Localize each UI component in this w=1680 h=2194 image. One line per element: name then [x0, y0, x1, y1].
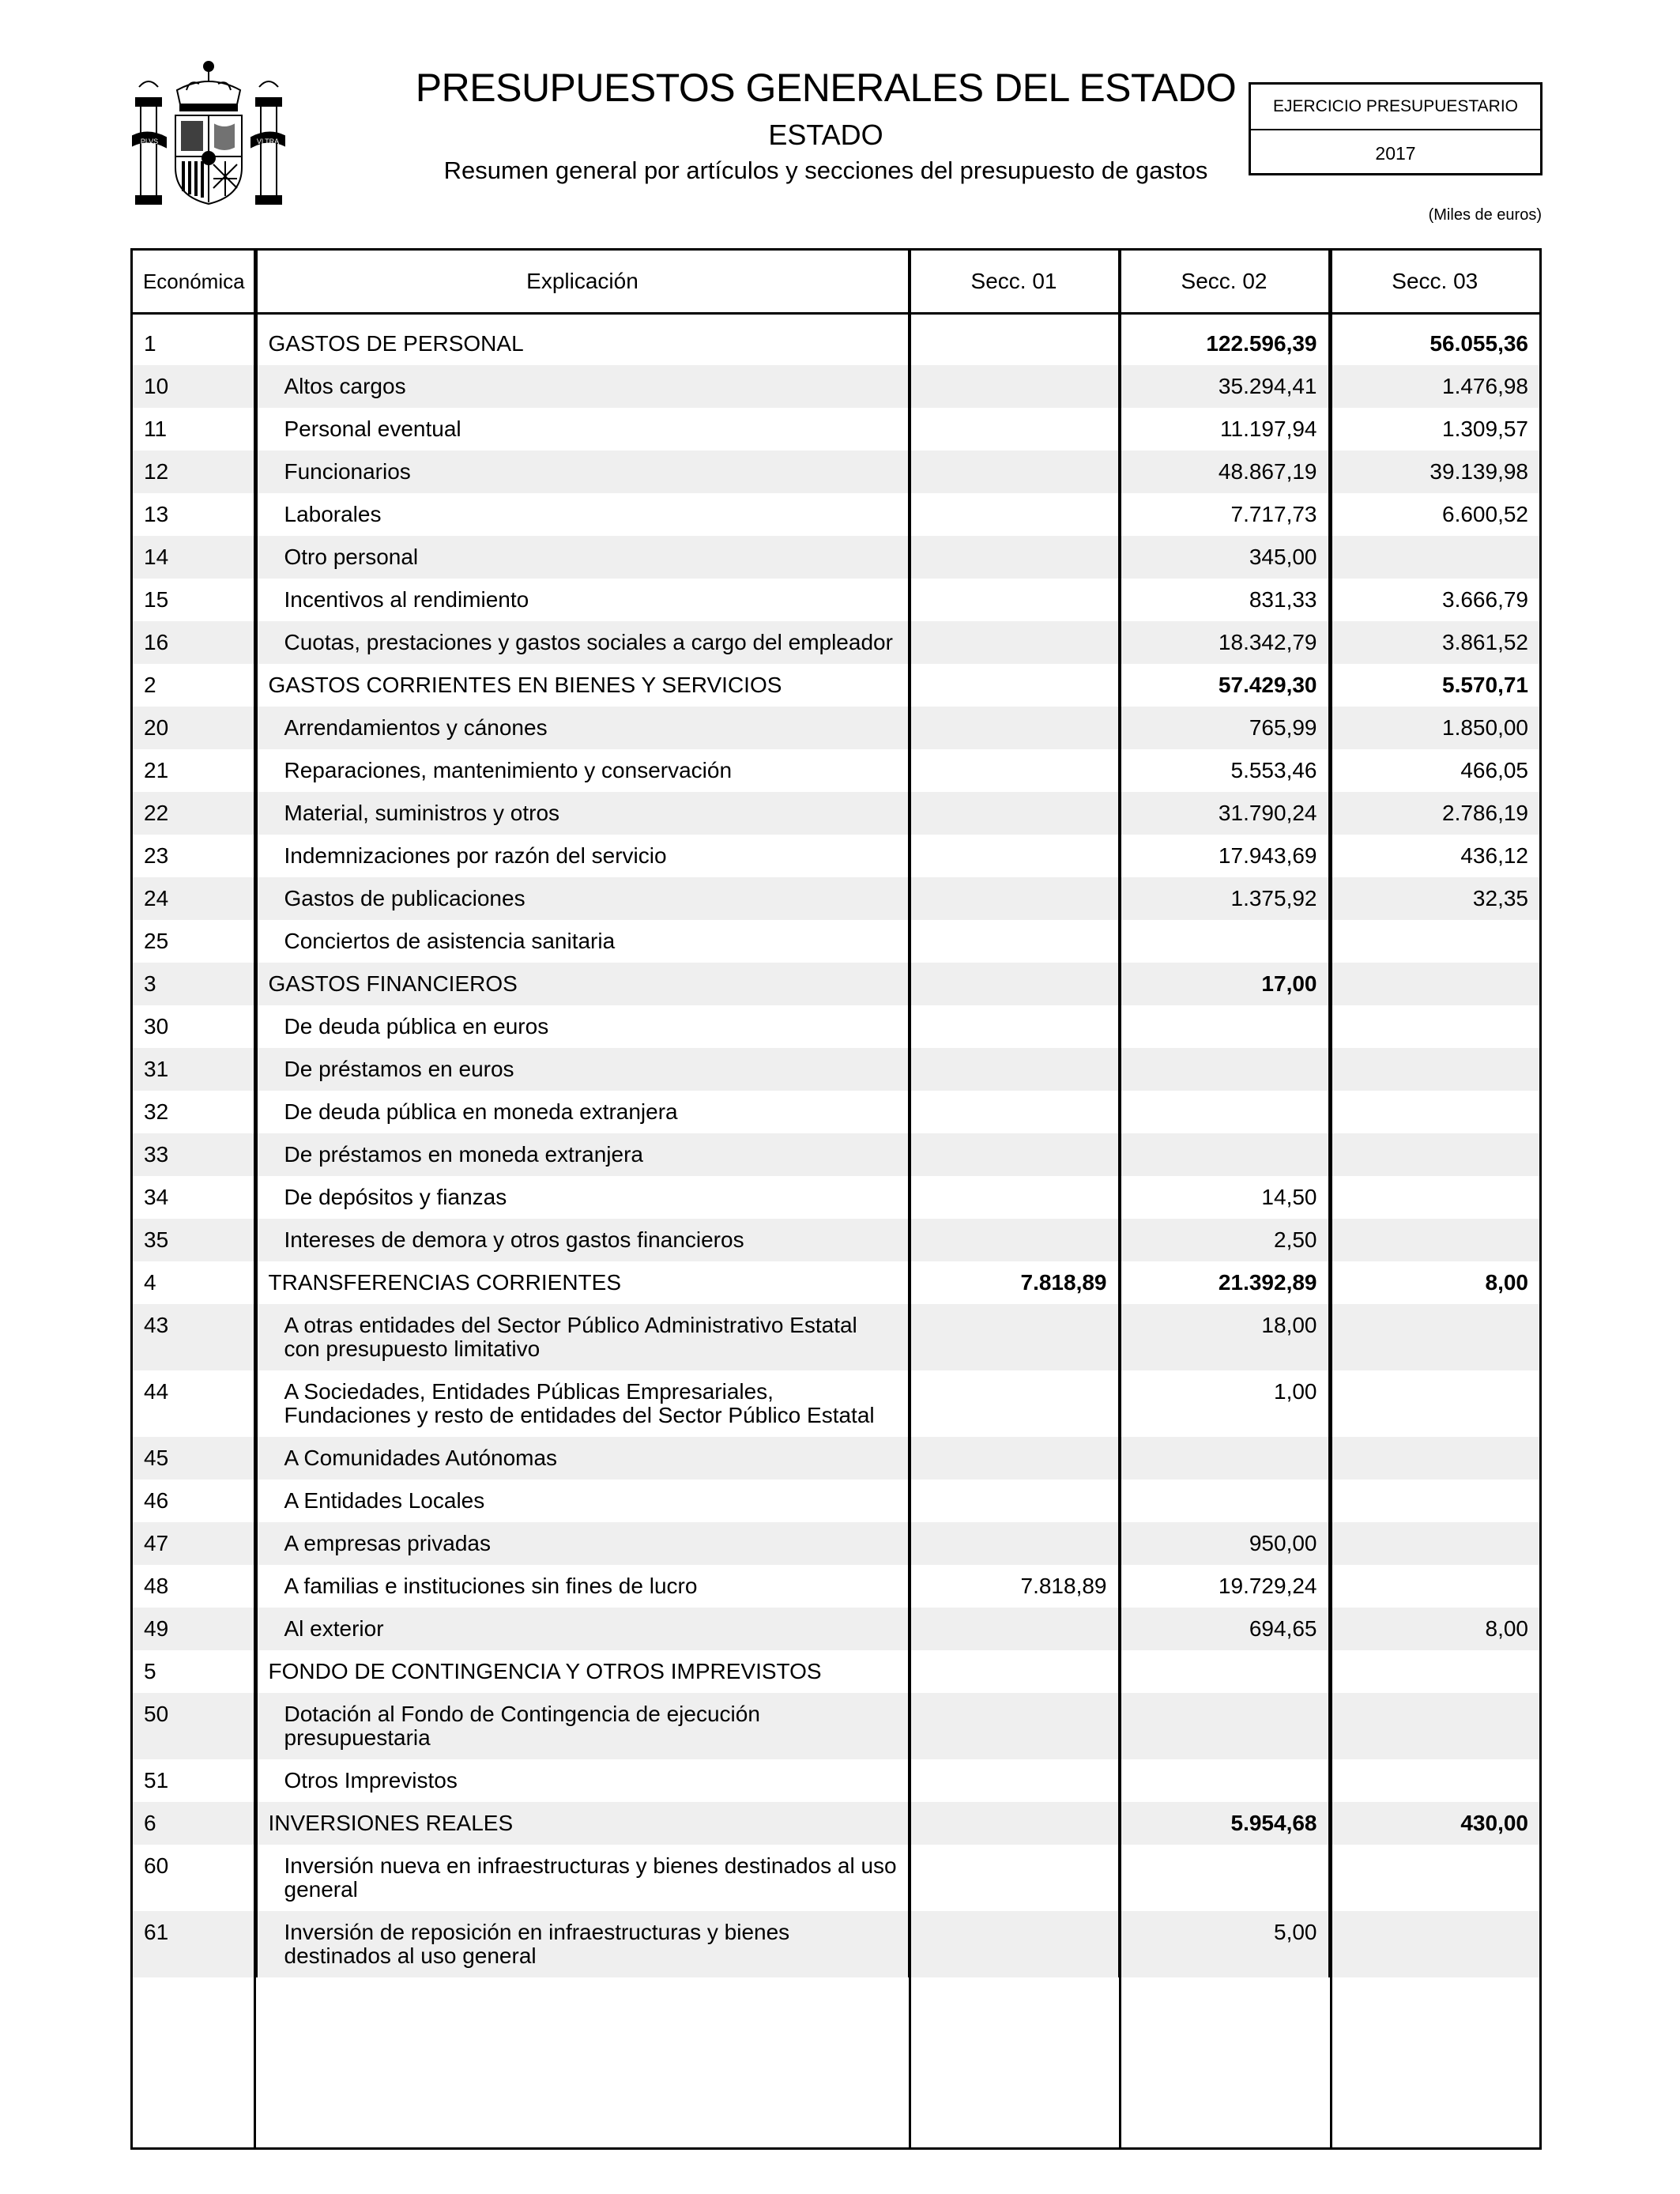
cell-explicacion: Dotación al Fondo de Contingencia de ejecución presupuestaria [256, 1693, 909, 1759]
motto-left: PLVS [140, 138, 159, 145]
cell-explicacion: GASTOS FINANCIEROS [256, 963, 909, 1005]
cell-secc-01 [909, 749, 1119, 792]
cell-secc-02 [1119, 1133, 1329, 1176]
article-row [133, 792, 1539, 835]
cell-secc-01 [909, 1219, 1119, 1261]
cell-secc-01 [909, 1437, 1119, 1480]
cell-explicacion: Conciertos de asistencia sanitaria [256, 920, 909, 963]
article-row [133, 365, 1539, 408]
cell-explicacion: Funcionarios [256, 450, 909, 493]
cell-code: 46 [144, 1488, 169, 1513]
fiscal-year-box [1249, 82, 1543, 175]
cell-secc-03: 32,35 [1329, 877, 1539, 920]
cell-code: 4 [144, 1270, 156, 1295]
cell-secc-01 [909, 963, 1119, 1005]
cell-secc-02 [1119, 920, 1329, 963]
cell-explicacion: INVERSIONES REALES [256, 1802, 909, 1845]
cell-explicacion: Laborales [256, 493, 909, 536]
article-row [133, 579, 1539, 621]
chapter-row [133, 664, 1539, 707]
cell-code: 2 [144, 673, 156, 697]
cell-explicacion: Inversión de reposición en infraestructuras y bienes destinados al uso general [256, 1911, 909, 1977]
cell-secc-02: 31.790,24 [1119, 792, 1329, 835]
cell-secc-01 [909, 1304, 1119, 1370]
cell-secc-02: 694,65 [1119, 1608, 1329, 1650]
cell-secc-02 [1119, 1437, 1329, 1480]
article-row [133, 1091, 1539, 1133]
cell-secc-02: 17.943,69 [1119, 835, 1329, 877]
column-header-secc-03: Secc. 03 [1329, 251, 1539, 314]
cell-secc-03: 8,00 [1329, 1608, 1539, 1650]
page-subtitle: ESTADO [768, 119, 883, 151]
cell-secc-01 [909, 664, 1119, 707]
cell-secc-01 [909, 1845, 1119, 1911]
cell-secc-02: 345,00 [1119, 536, 1329, 579]
cell-secc-02 [1119, 1759, 1329, 1802]
article-row [133, 1759, 1539, 1802]
article-row [133, 408, 1539, 450]
cell-secc-01 [909, 1650, 1119, 1693]
fiscal-year-value: 2017 [1375, 142, 1416, 164]
cell-secc-03: 430,00 [1329, 1802, 1539, 1845]
cell-secc-03 [1329, 536, 1539, 579]
cell-secc-03: 1.850,00 [1329, 707, 1539, 749]
article-row [133, 1219, 1539, 1261]
cell-code: 23 [144, 843, 169, 868]
coat-of-arms-logo [131, 49, 286, 212]
cell-secc-03 [1329, 1911, 1539, 1977]
chapter-row [133, 963, 1539, 1005]
chapter-row [133, 1802, 1539, 1845]
cell-explicacion: A empresas privadas [256, 1522, 909, 1565]
fiscal-year-label: EJERCICIO PRESUPUESTARIO [1251, 85, 1540, 130]
cell-explicacion: GASTOS DE PERSONAL [256, 322, 909, 365]
cell-code: 5 [144, 1659, 156, 1683]
cell-code: 44 [144, 1379, 169, 1404]
cell-secc-03 [1329, 1304, 1539, 1370]
cell-secc-02 [1119, 1650, 1329, 1693]
cell-secc-02: 1,00 [1119, 1370, 1329, 1437]
cell-explicacion: Otro personal [256, 536, 909, 579]
cell-explicacion: FONDO DE CONTINGENCIA Y OTROS IMPREVISTOS [256, 1650, 909, 1693]
cell-secc-03: 1.476,98 [1329, 365, 1539, 408]
cell-secc-01 [909, 1133, 1119, 1176]
cell-code: 1 [144, 331, 156, 356]
cell-secc-03: 56.055,36 [1329, 322, 1539, 365]
cell-secc-01 [909, 792, 1119, 835]
article-row [133, 1911, 1539, 1977]
cell-secc-01 [909, 1759, 1119, 1802]
cell-code: 49 [133, 1608, 256, 1650]
cell-secc-03: 3.666,79 [1329, 579, 1539, 621]
article-row [133, 1176, 1539, 1219]
cell-secc-01 [909, 877, 1119, 920]
article-row [133, 1522, 1539, 1565]
cell-explicacion: Gastos de publicaciones [256, 877, 909, 920]
cell-secc-03: 1.309,57 [1329, 408, 1539, 450]
cell-secc-02: 5.553,46 [1119, 749, 1329, 792]
cell-secc-03 [1329, 1480, 1539, 1522]
cell-secc-01: 7.818,89 [909, 1565, 1119, 1608]
table-header-row [133, 251, 1539, 314]
cell-secc-03 [1329, 1091, 1539, 1133]
cell-secc-02: 122.596,39 [1119, 322, 1329, 365]
cell-secc-02: 5,00 [1119, 1911, 1329, 1977]
cell-secc-01 [909, 1370, 1119, 1437]
cell-secc-02: 35.294,41 [1119, 365, 1329, 408]
cell-secc-03 [1329, 1219, 1539, 1261]
cell-secc-02: 14,50 [1119, 1176, 1329, 1219]
cell-code: 10 [133, 365, 256, 408]
article-row [133, 493, 1539, 536]
column-divider [254, 251, 256, 2147]
cell-explicacion: Al exterior [256, 1608, 909, 1650]
article-row [133, 1845, 1539, 1911]
cell-code: 16 [133, 621, 256, 664]
cell-secc-01 [909, 1176, 1119, 1219]
article-row [133, 621, 1539, 664]
cell-secc-02: 57.429,30 [1119, 664, 1329, 707]
cell-secc-01 [909, 493, 1119, 536]
article-row [133, 877, 1539, 920]
cell-explicacion: Arrendamientos y cánones [256, 707, 909, 749]
cell-secc-01 [909, 579, 1119, 621]
cell-code: 31 [133, 1048, 256, 1091]
cell-secc-02: 18,00 [1119, 1304, 1329, 1370]
cell-secc-03: 6.600,52 [1329, 493, 1539, 536]
cell-secc-02 [1119, 1005, 1329, 1048]
cell-secc-03 [1329, 1522, 1539, 1565]
cell-secc-03 [1329, 1437, 1539, 1480]
cell-secc-03 [1329, 1176, 1539, 1219]
cell-code: 21 [144, 758, 169, 782]
cell-explicacion: De depósitos y fianzas [256, 1176, 909, 1219]
article-row [133, 1133, 1539, 1176]
cell-explicacion: Indemnizaciones por razón del servicio [256, 835, 909, 877]
cell-secc-03 [1329, 920, 1539, 963]
cell-code: 30 [144, 1014, 169, 1039]
chapter-row [133, 1650, 1539, 1693]
cell-code: 43 [133, 1304, 256, 1370]
cell-explicacion: Intereses de demora y otros gastos financieros [256, 1219, 909, 1261]
units-note: (Miles de euros) [1428, 206, 1542, 224]
article-row [133, 835, 1539, 877]
cell-code: 15 [144, 587, 169, 612]
cell-secc-02: 831,33 [1119, 579, 1329, 621]
cell-secc-01 [909, 365, 1119, 408]
cell-secc-02: 18.342,79 [1119, 621, 1329, 664]
cell-explicacion: Personal eventual [256, 408, 909, 450]
cell-explicacion: A Sociedades, Entidades Públicas Empresariales, Fundaciones y resto de entidades del Sector Público Estatal [256, 1370, 909, 1437]
cell-secc-01 [909, 1608, 1119, 1650]
cell-explicacion: GASTOS CORRIENTES EN BIENES Y SERVICIOS [256, 664, 909, 707]
cell-secc-03: 466,05 [1329, 749, 1539, 792]
article-row [133, 749, 1539, 792]
cell-secc-01 [909, 1522, 1119, 1565]
article-row [133, 707, 1539, 749]
column-divider [1330, 251, 1332, 2147]
article-row [133, 1480, 1539, 1522]
cell-secc-02: 48.867,19 [1119, 450, 1329, 493]
article-row [133, 450, 1539, 493]
cell-secc-02: 11.197,94 [1119, 408, 1329, 450]
cell-secc-02: 5.954,68 [1119, 1802, 1329, 1845]
cell-secc-01 [909, 1693, 1119, 1759]
page-description: Resumen general por artículos y secciones del presupuesto de gastos [443, 156, 1208, 184]
cell-secc-01 [909, 1005, 1119, 1048]
cell-code: 32 [144, 1099, 169, 1124]
motto-right: VLTRA [256, 138, 280, 145]
cell-secc-01 [909, 450, 1119, 493]
cell-code: 20 [133, 707, 256, 749]
cell-code: 13 [144, 502, 169, 526]
cell-secc-01: 7.818,89 [909, 1261, 1119, 1304]
cell-code: 48 [144, 1574, 169, 1598]
cell-explicacion: De deuda pública en moneda extranjera [256, 1091, 909, 1133]
cell-secc-02: 21.392,89 [1119, 1261, 1329, 1304]
cell-explicacion: Reparaciones, mantenimiento y conservación [256, 749, 909, 792]
cell-code: 60 [144, 1853, 169, 1878]
cell-code: 61 [133, 1911, 256, 1977]
column-header-secc-01: Secc. 01 [909, 251, 1119, 314]
column-header-explicacion: Explicación [256, 251, 909, 314]
cell-code: 51 [144, 1768, 169, 1793]
cell-secc-02 [1119, 1845, 1329, 1911]
cell-secc-01 [909, 408, 1119, 450]
cell-secc-02 [1119, 1480, 1329, 1522]
cell-secc-03 [1329, 1005, 1539, 1048]
article-row [133, 1005, 1539, 1048]
cell-code: 24 [133, 877, 256, 920]
cell-code: 34 [144, 1185, 169, 1209]
cell-code: 47 [133, 1522, 256, 1565]
cell-secc-03 [1329, 1650, 1539, 1693]
article-row [133, 1608, 1539, 1650]
cell-secc-01 [909, 835, 1119, 877]
article-row [133, 920, 1539, 963]
cell-code: 6 [133, 1802, 256, 1845]
article-row [133, 1565, 1539, 1608]
cell-code: 33 [133, 1133, 256, 1176]
cell-code: 12 [133, 450, 256, 493]
cell-secc-03 [1329, 1693, 1539, 1759]
column-header-secc-02: Secc. 02 [1119, 251, 1329, 314]
cell-secc-01 [909, 707, 1119, 749]
cell-explicacion: A familias e instituciones sin fines de lucro [256, 1565, 909, 1608]
cell-explicacion: Altos cargos [256, 365, 909, 408]
cell-code: 45 [133, 1437, 256, 1480]
budget-table [133, 251, 1539, 1977]
cell-secc-01 [909, 1911, 1119, 1977]
cell-explicacion: A otras entidades del Sector Público Administrativo Estatal con presupuesto limitativo [256, 1304, 909, 1370]
cell-explicacion: De deuda pública en euros [256, 1005, 909, 1048]
cell-secc-03 [1329, 1845, 1539, 1911]
cell-secc-02: 19.729,24 [1119, 1565, 1329, 1608]
cell-secc-01 [909, 621, 1119, 664]
cell-secc-03: 3.861,52 [1329, 621, 1539, 664]
cell-secc-01 [909, 322, 1119, 365]
cell-secc-02: 2,50 [1119, 1219, 1329, 1261]
cell-code: 22 [133, 792, 256, 835]
cell-secc-03: 8,00 [1329, 1261, 1539, 1304]
cell-secc-02 [1119, 1091, 1329, 1133]
cell-secc-02: 1.375,92 [1119, 877, 1329, 920]
cell-secc-02: 7.717,73 [1119, 493, 1329, 536]
cell-secc-03 [1329, 1048, 1539, 1091]
cell-secc-02 [1119, 1693, 1329, 1759]
cell-code: 35 [133, 1219, 256, 1261]
cell-explicacion: Cuotas, prestaciones y gastos sociales a cargo del empleador [256, 621, 909, 664]
cell-secc-01 [909, 920, 1119, 963]
cell-secc-03 [1329, 1133, 1539, 1176]
cell-secc-03: 2.786,19 [1329, 792, 1539, 835]
cell-secc-01 [909, 536, 1119, 579]
cell-code: 3 [133, 963, 256, 1005]
cell-secc-03 [1329, 963, 1539, 1005]
cell-secc-02: 765,99 [1119, 707, 1329, 749]
cell-code: 11 [144, 417, 168, 441]
column-divider [909, 251, 911, 2147]
cell-explicacion: Incentivos al rendimiento [256, 579, 909, 621]
cell-secc-01 [909, 1091, 1119, 1133]
cell-secc-01 [909, 1480, 1119, 1522]
cell-secc-01 [909, 1802, 1119, 1845]
article-row [133, 536, 1539, 579]
cell-secc-02: 17,00 [1119, 963, 1329, 1005]
cell-explicacion: De préstamos en euros [256, 1048, 909, 1091]
cell-explicacion: Material, suministros y otros [256, 792, 909, 835]
cell-code: 25 [144, 929, 169, 953]
chapter-row [133, 322, 1539, 365]
article-row [133, 1048, 1539, 1091]
cell-explicacion: A Comunidades Autónomas [256, 1437, 909, 1480]
table-spacer-row [133, 314, 1539, 323]
article-row [133, 1693, 1539, 1759]
cell-code: 50 [133, 1693, 256, 1759]
cell-secc-03: 5.570,71 [1329, 664, 1539, 707]
cell-explicacion: Inversión nueva en infraestructuras y bienes destinados al uso general [256, 1845, 909, 1911]
cell-explicacion: TRANSFERENCIAS CORRIENTES [256, 1261, 909, 1304]
chapter-row [133, 1261, 1539, 1304]
table-body [133, 314, 1539, 1978]
article-row [133, 1304, 1539, 1370]
column-header-economica: Económica [133, 251, 256, 314]
article-row [133, 1370, 1539, 1437]
cell-secc-03: 436,12 [1329, 835, 1539, 877]
cell-secc-03 [1329, 1565, 1539, 1608]
cell-explicacion: A Entidades Locales [256, 1480, 909, 1522]
budget-table-frame [130, 248, 1542, 2150]
page-title: PRESUPUESTOS GENERALES DEL ESTADO [415, 66, 1237, 110]
cell-secc-03 [1329, 1759, 1539, 1802]
cell-secc-03: 39.139,98 [1329, 450, 1539, 493]
cell-explicacion: De préstamos en moneda extranjera [256, 1133, 909, 1176]
cell-secc-03 [1329, 1370, 1539, 1437]
cell-secc-02: 950,00 [1119, 1522, 1329, 1565]
cell-code: 14 [133, 536, 256, 579]
cell-secc-02 [1119, 1048, 1329, 1091]
column-divider [1119, 251, 1121, 2147]
cell-secc-01 [909, 1048, 1119, 1091]
cell-explicacion: Otros Imprevistos [256, 1759, 909, 1802]
article-row [133, 1437, 1539, 1480]
